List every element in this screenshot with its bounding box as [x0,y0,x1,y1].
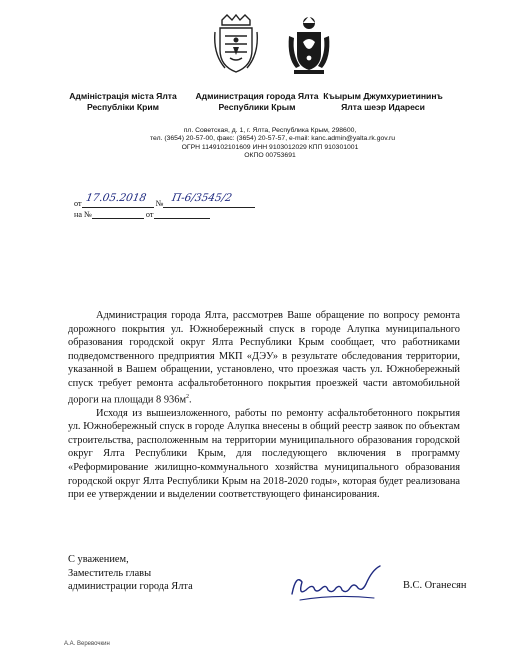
executor-name: А.А. Веревочкин [64,641,110,647]
letterhead-names [0,91,507,117]
crimea-coat-of-arms-icon [286,14,332,76]
outgoing-registration-line: от № [74,198,255,208]
contact-details [150,127,396,161]
closing-block [68,553,193,594]
okpo-line: ОКПО 00753691 [244,152,296,160]
address-line: пл. Советская, д. 1, г. Ялта, Республика Крым, 298600, [183,127,357,134]
yalta-coat-of-arms-icon [213,14,259,76]
handwritten-date: 17.05.2018 [84,192,148,204]
position-line-2: администрации города Ялта [68,581,193,593]
position-line-1: Заместитель главы [68,567,152,579]
letterhead-russian: Администрация города Ялта Республики Крым [195,91,319,112]
letterhead-crimean-tatar: Къырым Джумхуриетининъ Ялта шеэр Идареси [323,91,443,112]
letterhead-ukrainian: Адміністрація міста Ялта Республіки Крим [69,91,177,112]
body-paragraph-2: Исходя из вышеизложенного, работы по ремонту асфальтобетонного покрытия ул. Южнобережный спуск в городе Алупка внесены в общий реестр заявок по объектам строительства, расположенным на территории муниципального образования городской округ Ялта Республики Крым, для последующего включения в программу «Реформирование жилищно-коммунального хозяйства муниципального образования городской округ Ялта Республики Крым на 2018-2020 годы», которая будет реализована при ее утверждении и выделении соответствующего финансирования. [68,407,460,501]
regards-line: С уважением, [68,554,129,565]
handwritten-signature [286,560,386,608]
incoming-reference-line: на № от [74,209,210,219]
phones-line: тел. (3654) 20-57-00, факс: (3654) 20-57-57, e-mail: kanc.admin@yalta.rk.gov.ru [150,135,396,143]
letter-body [68,309,460,502]
signer-name: В.С. Оганесян [403,580,467,591]
handwritten-number: П-6/3545/2 [170,192,233,204]
body-paragraph-1: Администрация города Ялта, рассмотрев Ваше обращение по вопросу ремонта дорожного покрытия ул. Южнобережный спуск в городе Алупка муниципального образования городской округ Ялта Республики Крым сообщает, что работниками подведомственного предприятия МКП «ДЭУ» в результате обследования территории, указанной в Вашем обращении, установлено, что проезжая часть ул. Южнобережный спуск требует ремонта асфальтобетонного покрытия проезжей части автомобильной дороги на площади 8 $936м^2$. [68,310,460,406]
registration-codes-line: ОГРН 1149102101609 ИНН 9103012029 КПП 910301001 [181,143,359,151]
